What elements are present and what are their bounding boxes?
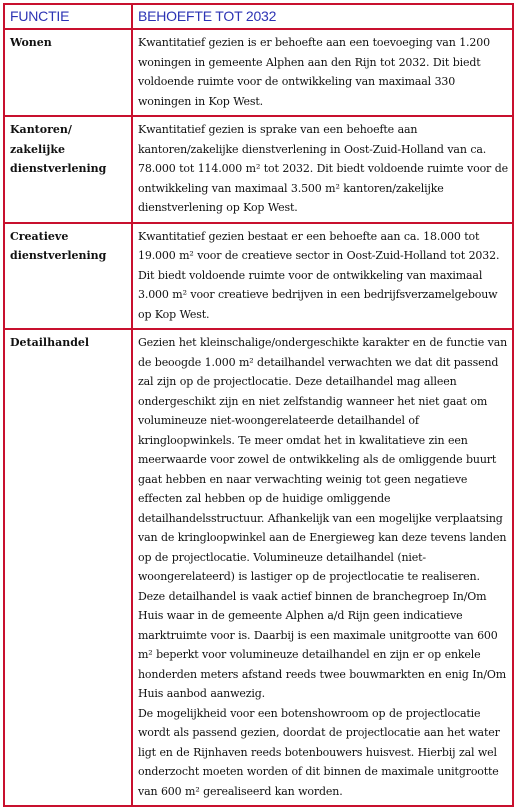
table-row (4, 116, 513, 223)
paragraph: Kwantitatief gezien is er behoefte aan een toevoeging van 1.200 woningen in gemeente Alphen aan den Rijn tot 2032. Dit biedt voldoende ruimte voor de ontwikkeling van maximaal 330 woningen in Kop West. (138, 36, 490, 108)
needs-table (3, 3, 514, 807)
header-functie: FUNCTIE (4, 4, 132, 29)
row-functie: Detailhandel (4, 329, 132, 806)
row-behoefte (132, 329, 513, 806)
table-row (4, 223, 513, 330)
row-functie: Kantoren/ zakelijke dienstverlening (4, 116, 132, 223)
header-behoefte: BEHOEFTE TOT 2032 (132, 4, 513, 29)
row-functie: Creatieve dienstverlening (4, 223, 132, 330)
row-behoefte (132, 116, 513, 223)
row-behoefte (132, 223, 513, 330)
table-header-row (4, 4, 513, 29)
table-row (4, 29, 513, 116)
table-row (4, 329, 513, 806)
row-functie: Wonen (4, 29, 132, 116)
document-page (3, 3, 512, 807)
paragraph: Kwantitatief gezien is sprake van een behoefte aan kantoren/zakelijke dienstverlening in Oost-Zuid-Holland van ca. 78.000 tot 114.000 m² tot 2032. Dit biedt voldoende ruimte voor de ontwikkeling van maximaal 3.500 m² kantoren/zakelijke dienstverlening op Kop West. (138, 123, 508, 214)
paragraph: De mogelijkheid voor een botenshowroom op de projectlocatie wordt als passend gezien, doordat de projectlocatie aan het water ligt en de Rijnhaven reeds botenbouwers huisvest. Hierbij zal wel onderzocht moeten worden of dit binnen de maximale unitgrootte van 600 m² gerealiseerd kan worden. (138, 706, 500, 798)
paragraph: Kwantitatief gezien bestaat er een behoefte aan ca. 18.000 tot 19.000 m² voor de creatieve sector in Oost-Zuid-Holland tot 2032. Dit biedt voldoende ruimte voor de ontwikkeling van maximaal 3.000 m² voor creatieve bedrijven in een bedrijfsverzamelgebouw op Kop West. (138, 229, 500, 321)
row-behoefte (132, 29, 513, 116)
paragraph: Gezien het kleinschalige/ondergeschikte karakter en de functie van de beoogde 1.000 m² detailhandel verwachten we dat dit passend zal zijn op de projectlocatie. Deze detailhandel mag alleen ondergeschikt zijn en niet zelfstandig wanneer het niet gaat om volumineuze niet-woongerelateerde detailhandel of kringloopwinkels. Te meer omdat het in kwalitatieve zin een meerwaarde voor zowel de ontwikkeling als de omliggende buurt gaat hebben en naar verwachting weinig tot geen negatieve effecten zal hebben op de huidige omliggende detailhandelsstructuur. Afhankelijk van een mogelijke verplaatsing van de kringloopwinkel aan de Energieweg kan deze tevens landen op de projectlocatie. Volumineuze detailhandel (niet-woongerelateerd) is lastiger op de projectlocatie te realiseren. Deze detailhandel is vaak actief binnen de branchegroep In/Om Huis waar in de gemeente Alphen a/d Rijn geen indicatieve marktruimte voor is. Daarbij is een maximale unitgrootte van 600 m² beperkt voor volumineuze detailhandel en zijn er op enkele honderden meters afstand reeds twee bouwmarkten en enig In/Om Huis aanbod aanwezig. (138, 336, 508, 700)
